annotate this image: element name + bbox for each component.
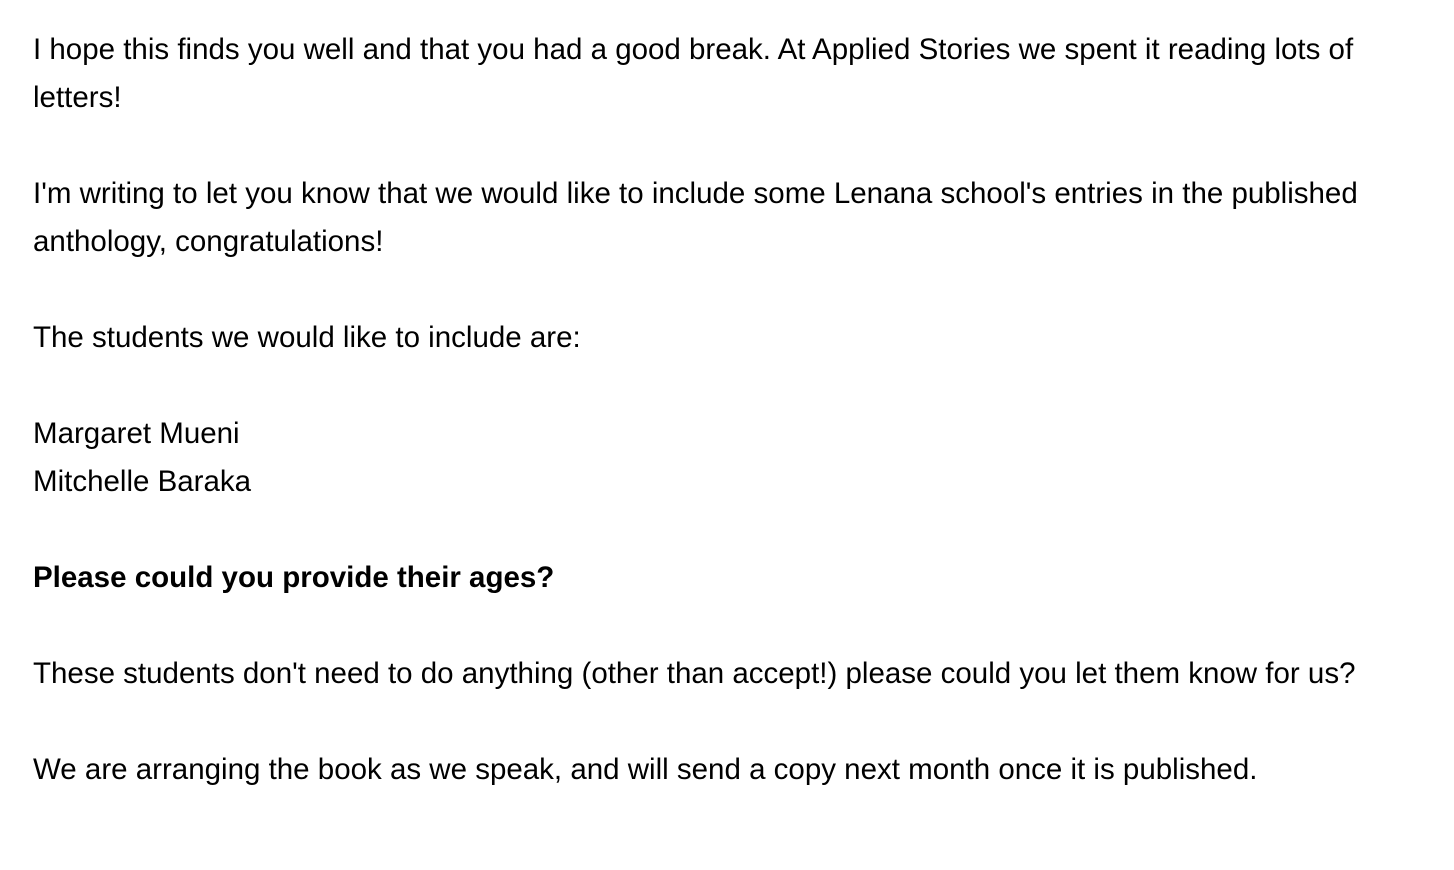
student-list — [33, 410, 1443, 506]
ages-question: Please could you provide their ages? — [33, 561, 555, 594]
inclusion-paragraph: I'm writing to let you know that we would like to include some Lenana school's entries in the published anthology, congratulations! — [33, 177, 1358, 258]
student-name: Mitchelle Baraka — [33, 465, 252, 498]
email-body — [33, 26, 1443, 794]
publication-paragraph: We are arranging the book as we speak, and will send a copy next month once it is published. — [33, 753, 1258, 786]
request-paragraph: These students don't need to do anything (other than accept!) please could you let them know for us? — [33, 657, 1356, 690]
greeting-paragraph: I hope this finds you well and that you had a good break. At Applied Stories we spent it reading lots of letters! — [33, 33, 1354, 114]
students-intro-paragraph: The students we would like to include are: — [33, 321, 581, 354]
student-name: Margaret Mueni — [33, 417, 240, 450]
